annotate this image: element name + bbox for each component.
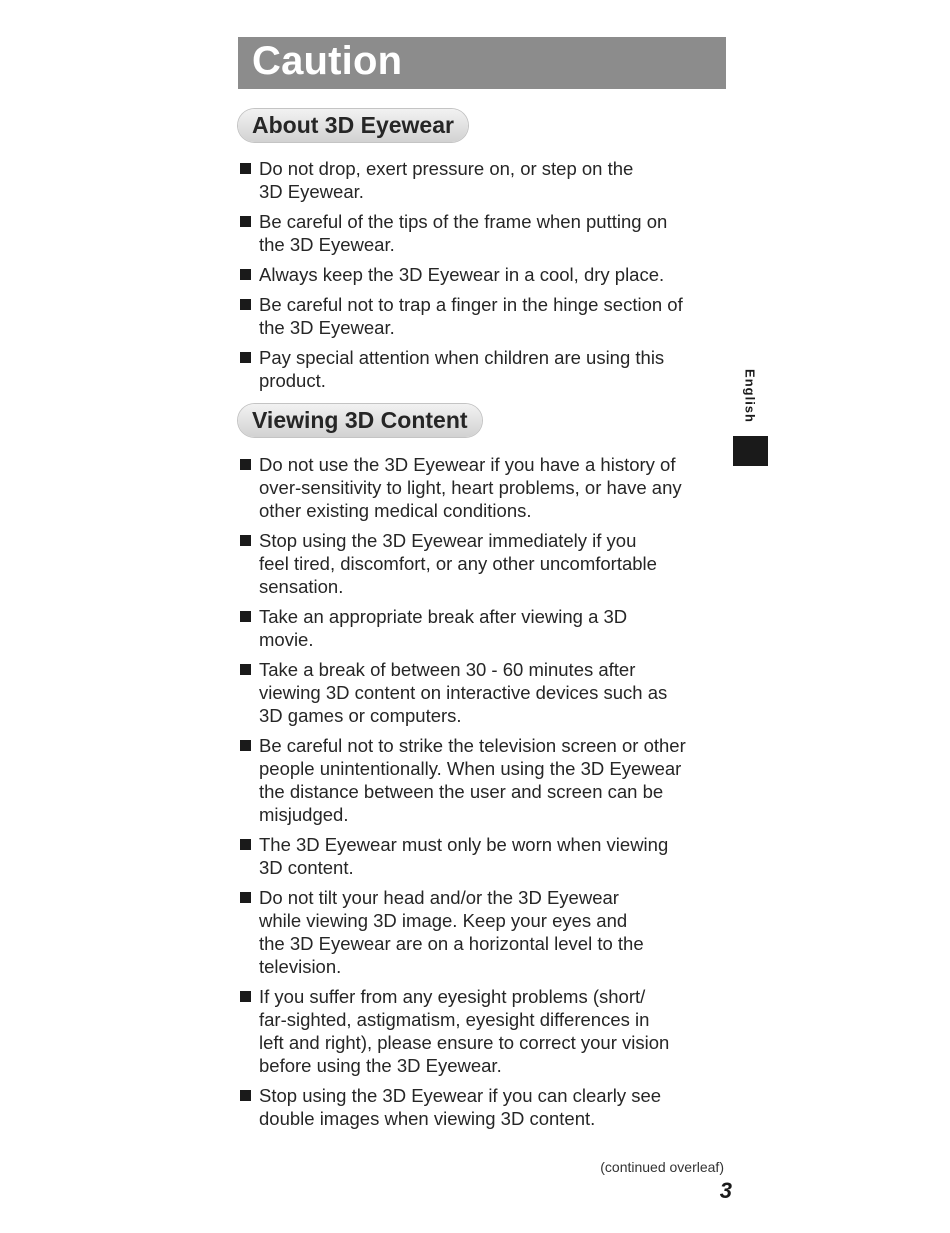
bullet-text — [259, 658, 732, 727]
bullet-text — [259, 293, 732, 339]
viewing-content-list — [240, 453, 732, 1137]
bullet-item — [240, 453, 732, 522]
bullet-text-line: feel tired, discomfort, or any other uncomfortable — [259, 553, 657, 574]
bullet-item — [240, 157, 732, 203]
section-heading-about-3d-eyewear — [238, 109, 468, 142]
bullet-text-line: product. — [259, 370, 326, 391]
bullet-text-line: far-sighted, astigmatism, eyesight differences in — [259, 1009, 650, 1030]
bullet-text-line: Do not drop, exert pressure on, or step on the — [259, 158, 634, 179]
bullet-square-icon — [240, 892, 251, 903]
bullet-square-icon — [240, 459, 251, 470]
bullet-text — [259, 833, 732, 879]
bullet-text-line: Take an appropriate break after viewing a 3D — [259, 606, 628, 627]
bullet-square-icon — [240, 299, 251, 310]
bullet-text-line: Stop using the 3D Eyewear if you can clearly see — [259, 1085, 662, 1106]
bullet-square-icon — [240, 611, 251, 622]
bullet-item — [240, 658, 732, 727]
bullet-item — [240, 734, 732, 826]
bullet-text-line: 3D Eyewear. — [259, 181, 364, 202]
bullet-text-line: left and right), please ensure to correct your vision — [259, 1032, 670, 1053]
bullet-text-line: Do not tilt your head and/or the 3D Eyewear — [259, 887, 619, 908]
bullet-text-line: the distance between the user and screen can be — [259, 781, 664, 802]
bullet-text-line: Stop using the 3D Eyewear immediately if you — [259, 530, 637, 551]
bullet-text-line: viewing 3D content on interactive devices such as — [259, 682, 668, 703]
bullet-text-line: Do not use the 3D Eyewear if you have a history of — [259, 454, 676, 475]
bullet-text-line: movie. — [259, 629, 314, 650]
bullet-text-line: misjudged. — [259, 804, 349, 825]
bullet-text-line: 3D games or computers. — [259, 705, 462, 726]
bullet-text-line: Always keep the 3D Eyewear in a cool, dry place. — [259, 264, 665, 285]
bullet-square-icon — [240, 163, 251, 174]
section-heading-viewing-3d-content — [238, 404, 482, 437]
bullet-square-icon — [240, 352, 251, 363]
bullet-text-line: over-sensitivity to light, heart problems, or have any — [259, 477, 682, 498]
bullet-item — [240, 985, 732, 1077]
bullet-text — [259, 985, 732, 1077]
bullet-text-line: television. — [259, 956, 342, 977]
bullet-text-line: If you suffer from any eyesight problems (short/ — [259, 986, 646, 1007]
bullet-text — [259, 529, 732, 598]
bullet-text-line: The 3D Eyewear must only be worn when viewing — [259, 834, 669, 855]
bullet-text-line: Be careful of the tips of the frame when putting on — [259, 211, 668, 232]
bullet-item — [240, 346, 732, 392]
section-title: About 3D Eyewear — [252, 112, 454, 138]
bullet-square-icon — [240, 216, 251, 227]
bullet-text — [259, 1084, 732, 1130]
page-title: Caution — [252, 39, 403, 83]
bullet-text-line: Pay special attention when children are using this — [259, 347, 665, 368]
language-tab-label: English — [742, 369, 758, 423]
bullet-square-icon — [240, 1090, 251, 1101]
bullet-text-line: the 3D Eyewear. — [259, 234, 395, 255]
bullet-item — [240, 293, 732, 339]
page-number: 3 — [719, 1178, 732, 1203]
bullet-square-icon — [240, 664, 251, 675]
bullet-square-icon — [240, 740, 251, 751]
bullet-text — [259, 734, 732, 826]
bullet-square-icon — [240, 269, 251, 280]
bullet-item — [240, 1084, 732, 1130]
bullet-item — [240, 605, 732, 651]
bullet-text-line: before using the 3D Eyewear. — [259, 1055, 502, 1076]
bullet-text-line: 3D content. — [259, 857, 354, 878]
continued-note: (continued overleaf) — [600, 1159, 724, 1175]
caution-title-bar — [238, 37, 726, 89]
bullet-text — [259, 210, 732, 256]
bullet-text-line: the 3D Eyewear. — [259, 317, 395, 338]
bullet-item — [240, 263, 732, 286]
bullet-item — [240, 886, 732, 978]
bullet-text-line: double images when viewing 3D content. — [259, 1108, 596, 1129]
bullet-text-line: Take a break of between 30 - 60 minutes after — [259, 659, 636, 680]
bullet-text-line: other existing medical conditions. — [259, 500, 532, 521]
bullet-text — [259, 453, 732, 522]
language-tab-marker — [733, 436, 768, 466]
section-title: Viewing 3D Content — [252, 407, 468, 433]
bullet-square-icon — [240, 535, 251, 546]
bullet-text — [259, 263, 732, 286]
bullet-text-line: sensation. — [259, 576, 344, 597]
about-eyewear-list — [240, 157, 732, 399]
bullet-square-icon — [240, 839, 251, 850]
bullet-text-line: while viewing 3D image. Keep your eyes and — [259, 910, 628, 931]
bullet-text-line: Be careful not to trap a finger in the hinge section of — [259, 294, 683, 315]
bullet-item — [240, 529, 732, 598]
bullet-text — [259, 157, 732, 203]
bullet-text — [259, 605, 732, 651]
bullet-item — [240, 210, 732, 256]
bullet-item — [240, 833, 732, 879]
bullet-text-line: people unintentionally. When using the 3D Eyewear — [259, 758, 682, 779]
bullet-text-line: Be careful not to strike the television screen or other — [259, 735, 686, 756]
bullet-square-icon — [240, 991, 251, 1002]
bullet-text — [259, 346, 732, 392]
bullet-text-line: the 3D Eyewear are on a horizontal level to the — [259, 933, 644, 954]
bullet-text — [259, 886, 732, 978]
